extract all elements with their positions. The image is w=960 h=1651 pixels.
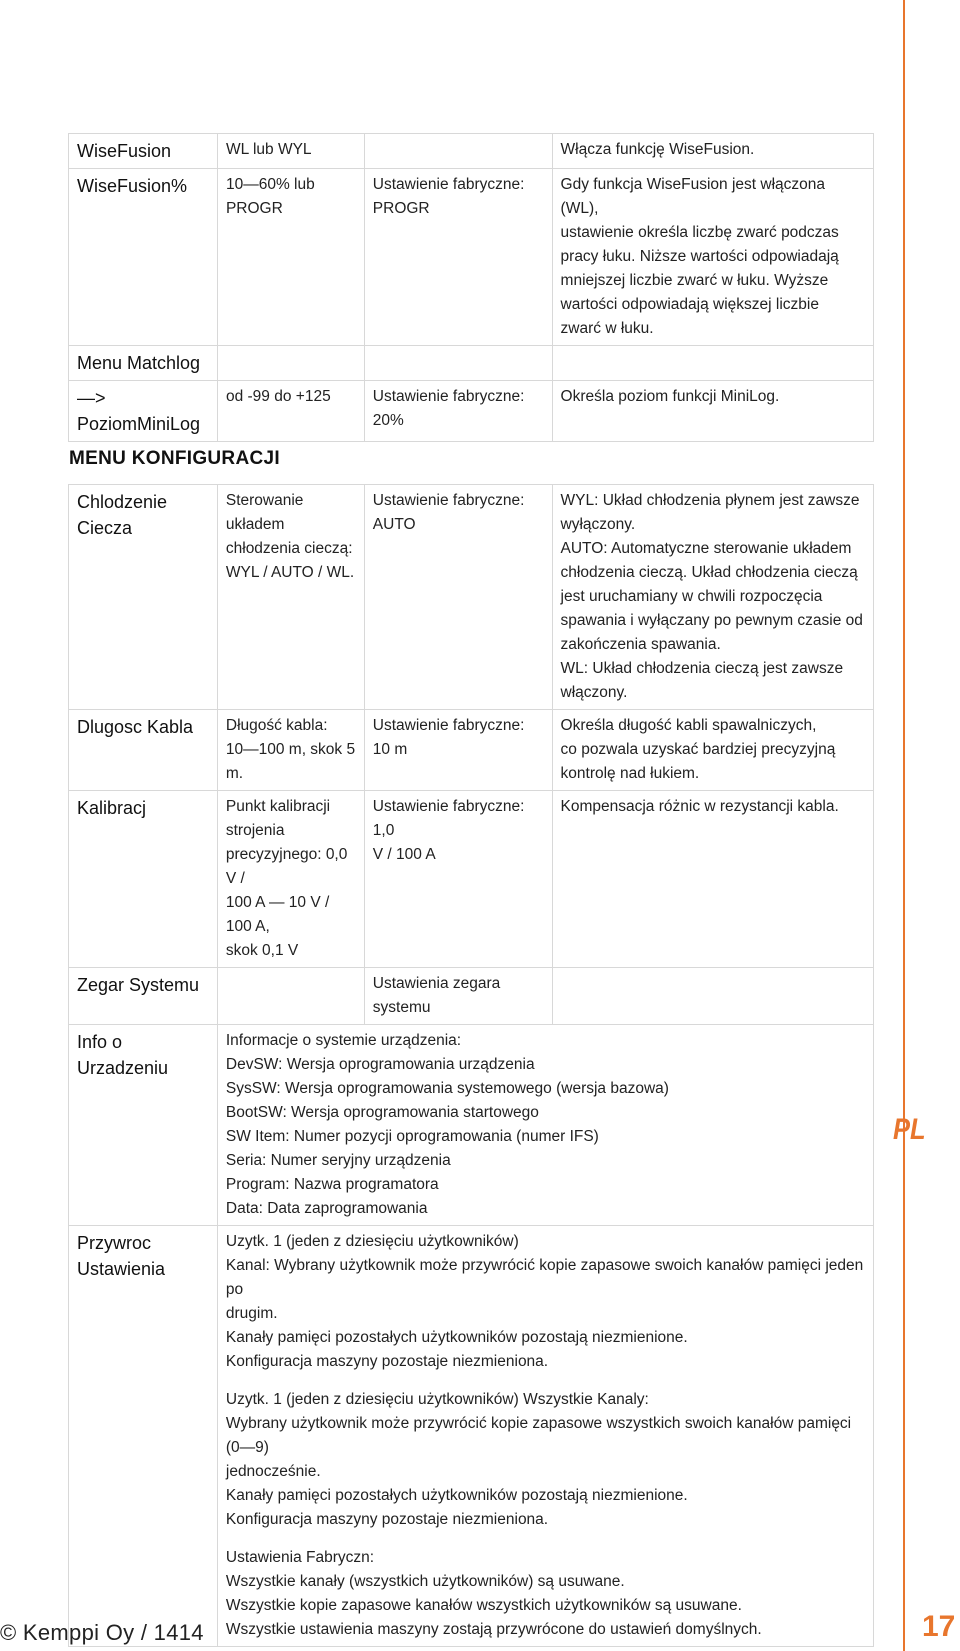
row-description: [217, 1226, 873, 1647]
row-description: Włącza funkcję WiseFusion.: [552, 134, 873, 169]
row-name: Zegar Systemu: [69, 968, 218, 1025]
row-description: [552, 968, 873, 1025]
row-value: od -99 do +125: [217, 381, 364, 442]
table-row: [69, 791, 874, 968]
row-description: WYL: Układ chłodzenia płynem jest zawsze wyłączony. AUTO: Automatyczne sterowanie układem chłodzenia cieczą. Układ chłodzenia cieczą jest uruchamiany w chwili rozpoczęcia spawania i wyłączany po pewnym czasie od zakończenia spawania. WL: Układ chłodzenia cieczą jest zawsze włączony.: [552, 485, 873, 710]
row-name: Dlugosc Kabla: [69, 710, 218, 791]
row-description: Gdy funkcja WiseFusion jest włączona (WL), ustawienie określa liczbę zwarć podczas pracy łuku. Niższe wartości odpowiadają mniejszej liczbie zwarć w łuku. Wyższe wartości odpowiadają większej liczbie zwarć w łuku.: [552, 169, 873, 346]
row-value: 10—60% lub PROGR: [217, 169, 364, 346]
row-name: —> PoziomMiniLog: [69, 381, 218, 442]
table-row: [69, 1226, 874, 1647]
row-value: Sterowanie układem chłodzenia cieczą: WYL / AUTO / WL.: [217, 485, 364, 710]
page-number: 17: [922, 1610, 956, 1643]
row-default: Ustawienie fabryczne: PROGR: [364, 169, 552, 346]
row-description: [552, 346, 873, 381]
orange-margin-rule: [903, 0, 905, 1651]
row-default: [364, 134, 552, 169]
row-description: Kompensacja różnic w rezystancji kabla.: [552, 791, 873, 968]
row-name: Przywroc Ustawienia: [69, 1226, 218, 1647]
row-value: WL lub WYL: [217, 134, 364, 169]
section-title: MENU KONFIGURACJI: [69, 448, 280, 469]
table-row: [69, 485, 874, 710]
row-description: Określa długość kabli spawalniczych, co pozwala uzyskać bardziej precyzyjną kontrolę nad łukiem.: [552, 710, 873, 791]
table-row: [69, 346, 874, 381]
row-description: Informacje o systemie urządzenia: DevSW: Wersja oprogramowania urządzenia SysSW: Wersja oprogramowania systemowego (wersja bazowa) BootSW: Wersja oprogramowania startowego SW Item: Numer pozycji oprogramowania (numer IFS) Seria: Numer seryjny urządzenia Program: Nazwa programatora Data: Data zaprogramowania: [217, 1025, 873, 1226]
row-default: Ustawienie fabryczne: 1,0 V / 100 A: [364, 791, 552, 968]
row-name: Info o Urzadzeniu: [69, 1025, 218, 1226]
table-row: [69, 381, 874, 442]
row-value: [217, 346, 364, 381]
row-name: Chlodzenie Ciecza: [69, 485, 218, 710]
restore-channel-block: Uzytk. 1 (jeden z dziesięciu użytkowników) Kanal: Wybrany użytkownik może przywrócić kopie zapasowe swoich kanałów pamięci jeden po drugim. Kanały pamięci pozostałych użytkowników pozostają niezmienione. Konfiguracja maszyny pozostaje niezmieniona.: [225, 1233, 864, 1370]
table-row: [69, 1025, 874, 1226]
row-value: [217, 968, 364, 1025]
row-description: Określa poziom funkcji MiniLog.: [552, 381, 873, 442]
language-tag: PL: [893, 1113, 926, 1146]
factory-settings-block: Ustawienia Fabryczn: Wszystkie kanały (wszystkich użytkowników) są usuwane. Wszystkie kopie zapasowe kanałów wszystkich użytkowników są usuwane. Wszystkie ustawienia maszyny zostają przywrócone do ustawień domyślnych.: [225, 1549, 762, 1638]
table-row: [69, 134, 874, 169]
row-default: [364, 346, 552, 381]
row-value: Długość kabla: 10—100 m, skok 5 m.: [217, 710, 364, 791]
row-default: Ustawienie fabryczne: 10 m: [364, 710, 552, 791]
row-default: Ustawienie fabryczne: AUTO: [364, 485, 552, 710]
table-row: [69, 968, 874, 1025]
restore-all-channels-block: Uzytk. 1 (jeden z dziesięciu użytkowników) Wszystkie Kanaly: Wybrany użytkownik może przywrócić kopie zapasowe wszystkich swoich kanałów pamięci (0—9) jednocześnie. Kanały pamięci pozostałych użytkowników pozostają niezmienione. Konfiguracja maszyny pozostaje niezmieniona.: [225, 1391, 852, 1528]
row-name: WiseFusion: [69, 134, 218, 169]
row-name: WiseFusion%: [69, 169, 218, 346]
row-default: Ustawienia zegara systemu: [364, 968, 552, 1025]
config-menu-table: [68, 484, 874, 1647]
row-default: Ustawienie fabryczne: 20%: [364, 381, 552, 442]
footer-copyright: © Kemppi Oy / 1414: [0, 1620, 204, 1645]
table-row: [69, 169, 874, 346]
row-name: Kalibracj: [69, 791, 218, 968]
row-name: Menu Matchlog: [69, 346, 218, 381]
row-value: Punkt kalibracji strojenia precyzyjnego: 0,0 V / 100 A — 10 V / 100 A, skok 0,1 V: [217, 791, 364, 968]
settings-table-top: [68, 133, 874, 442]
table-row: [69, 710, 874, 791]
